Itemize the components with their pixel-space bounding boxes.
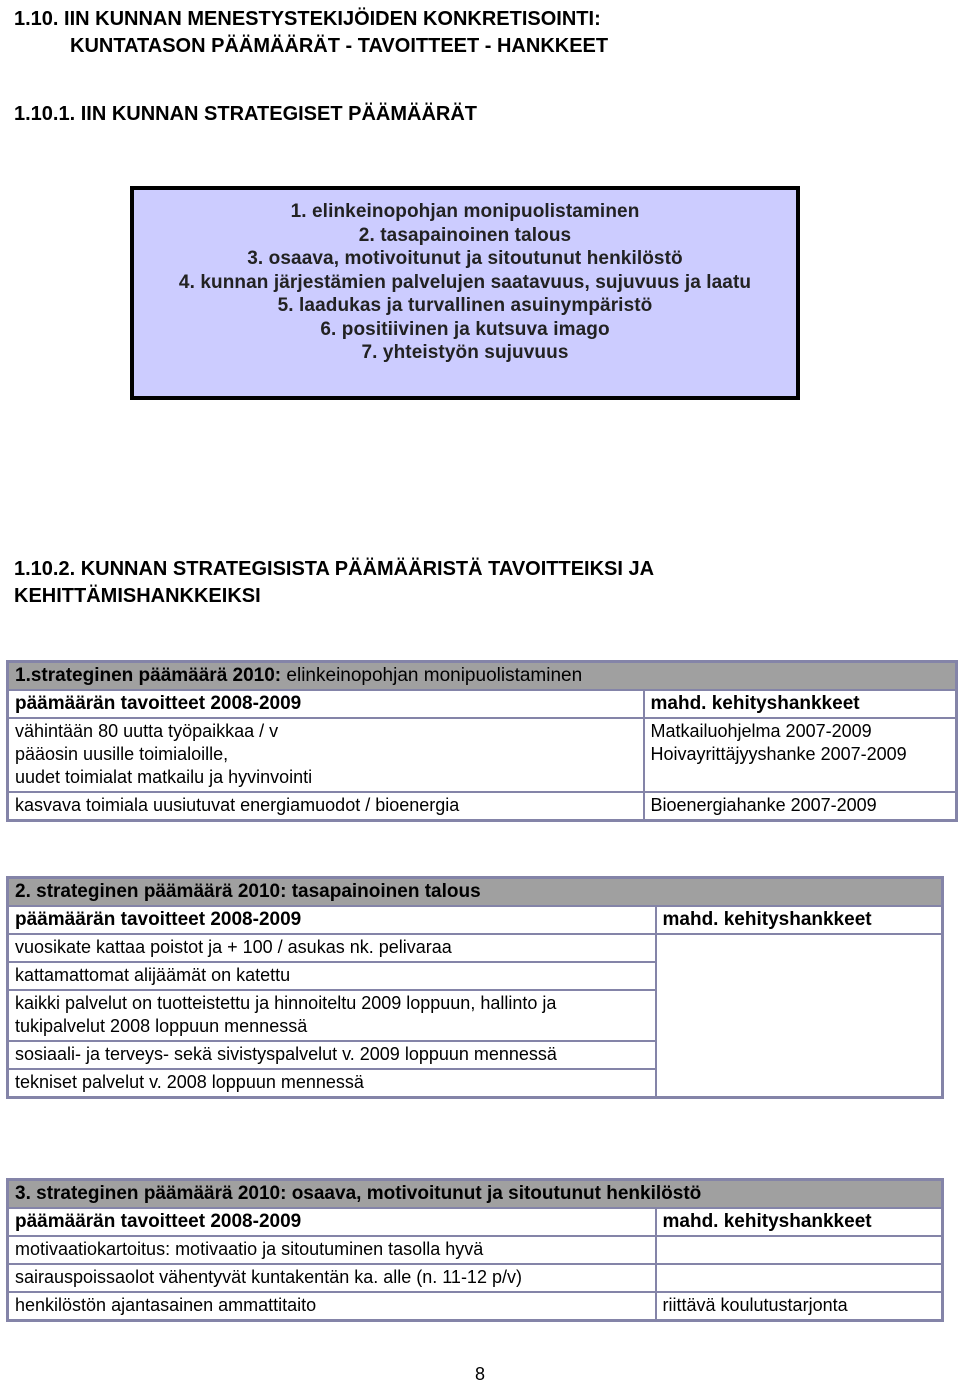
goal-cell: vuosikate kattaa poistot ja + 100 / asukas nk. pelivaraa [8,934,656,962]
column-header-row [8,1208,943,1236]
table-row [8,718,957,792]
subsection-heading-2-line2: KEHITTÄMISHANKKEIKSI [14,585,261,607]
table-title: 3. strateginen päämäärä 2010: osaava, motivoitunut ja sitoutunut henkilöstö [8,1180,943,1209]
project-cell [656,934,943,1098]
strategy-table-3 [6,1178,944,1322]
goal-item: 4. kunnan järjestämien palvelujen saatavuus, sujuvuus ja laatu [178,271,752,293]
subsection-heading: 1.10.1. IIN KUNNAN STRATEGISET PÄÄMÄÄRÄT [14,103,478,125]
goal-cell: tekniset palvelut v. 2008 loppuun mennessä [8,1069,656,1098]
section-heading [14,6,914,60]
col-header-projects: mahd. kehityshankkeet [644,690,957,718]
strategic-goals-box [130,186,800,400]
goal-cell: sairauspoissaolot vähentyvät kuntakentän ka. alle (n. 11-12 p/v) [8,1264,656,1292]
project-line: Matkailuohjelma 2007-2009 [650,721,872,741]
goal-item: 2. tasapainoinen talous [358,224,572,246]
goal-line: vähintään 80 uutta työpaikkaa / v [15,721,279,741]
goal-item: 5. laadukas ja turvallinen asuinympäristö [277,295,653,316]
project-cell [656,1236,943,1264]
table-title-row [8,662,957,691]
strategy-table-2 [6,876,944,1099]
goal-cell: henkilöstön ajantasainen ammattitaito [8,1292,656,1321]
goal-cell: kaikki palvelut on tuotteistettu ja hinnoiteltu 2009 loppuun, hallinto ja tukipalvelut 2008 loppuun mennessä [8,990,656,1041]
project-cell: Bioenergiahanke 2007-2009 [644,792,957,821]
goal-cell [8,718,644,792]
subsection-heading-2 [14,556,914,610]
strategic-goals-list [134,190,796,365]
project-cell [644,718,957,792]
goal-line: pääosin uusille toimialoille, [15,744,229,764]
goal-line: uudet toimialat matkailu ja hyvinvointi [15,767,313,787]
project-cell: riittävä koulutustarjonta [656,1292,943,1321]
goal-cell: sosiaali- ja terveys- sekä sivistyspalvelut v. 2009 loppuun mennessä [8,1041,656,1069]
goal-item: 1. elinkeinopohjan monipuolistaminen [290,201,640,222]
goal-cell: kasvava toimiala uusiutuvat energiamuodot / bioenergia [8,792,644,821]
subsection-heading-2-line1: 1.10.2. KUNNAN STRATEGISISTA PÄÄMÄÄRISTÄ TAVOITTEIKSI JA [14,558,655,580]
col-header-goals: päämäärän tavoitteet 2008-2009 [8,906,656,934]
section-heading-line1: 1.10. IIN KUNNAN MENESTYSTEKIJÖIDEN KONKRETISOINTI: [14,8,601,30]
table-row [8,934,943,962]
section-heading-line2: KUNTATASON PÄÄMÄÄRÄT - TAVOITTEET - HANKKEET [70,35,609,57]
project-cell [656,1264,943,1292]
table-title-rest: elinkeinopohjan monipuolistaminen [281,665,583,686]
goal-item: 6. positiivinen ja kutsuva imago [320,318,610,340]
column-header-row [8,906,943,934]
goal-cell: motivaatiokartoitus: motivaatio ja sitoutuminen tasolla hyvä [8,1236,656,1264]
goal-cell: kattamattomat alijäämät on katettu [8,962,656,990]
project-line: Hoivayrittäjyyshanke 2007-2009 [650,744,907,764]
table-row [8,1292,943,1321]
goal-item: 7. yhteistyön sujuvuus [361,342,569,363]
page-number: 8 [474,1364,485,1384]
goal-item: 3. osaava, motivoitunut ja sitoutunut henkilöstö [247,248,683,269]
table-title-bold: 1.strateginen päämäärä 2010: [15,665,282,686]
column-header-row [8,690,957,718]
col-header-goals: päämäärän tavoitteet 2008-2009 [8,1208,656,1236]
table-row [8,1264,943,1292]
table-title: 2. strateginen päämäärä 2010: tasapainoinen talous [8,878,943,907]
col-header-projects: mahd. kehityshankkeet [656,906,943,934]
table-title [8,662,957,691]
table-row [8,792,957,821]
table-title-row [8,1180,943,1209]
table-row [8,1236,943,1264]
col-header-projects: mahd. kehityshankkeet [656,1208,943,1236]
col-header-goals: päämäärän tavoitteet 2008-2009 [8,690,644,718]
table-title-row [8,878,943,907]
strategy-table-1 [6,660,958,822]
